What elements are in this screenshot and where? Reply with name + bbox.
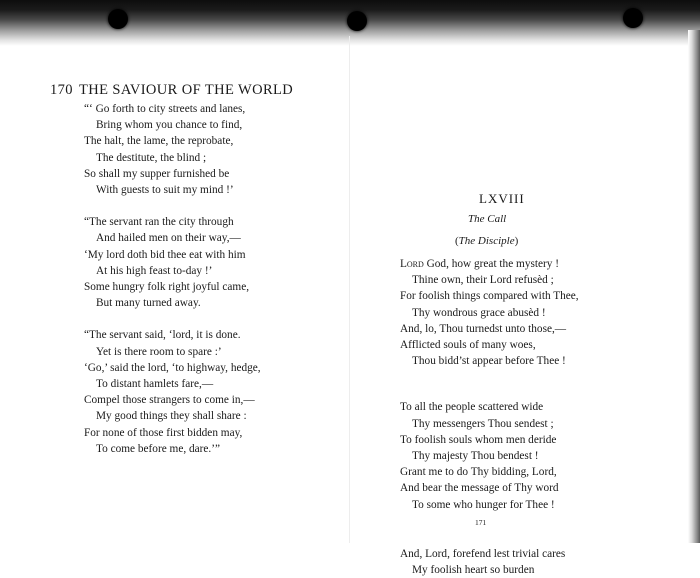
first-word: Lord: [400, 258, 424, 270]
poem-line: The halt, the lame, the reprobate,: [84, 135, 234, 148]
scan-right-edge-shadow: [688, 30, 700, 543]
poem-line: With guests to suit my mind !’: [96, 184, 234, 197]
subtitle-close-paren: ): [514, 235, 519, 247]
subtitle-text: The Disciple: [458, 235, 515, 247]
poem-line: The destitute, the blind ;: [96, 151, 207, 164]
poem-line: So shall my supper furnished be: [84, 167, 230, 180]
poem-line: Yet is there room to spare :’: [96, 345, 222, 358]
poem-line: ‘My lord doth bid thee eat with him: [84, 248, 246, 261]
binding-hole: [347, 11, 367, 31]
subtitle-open-paren: (: [455, 235, 459, 247]
poem-line: To come before me, dare.’”: [96, 442, 221, 455]
poem-line: “The servant ran the city through: [84, 216, 234, 229]
poem-line: ‘Go,’ said the lord, ‘to highway, hedge,: [84, 361, 261, 374]
poem-title: The Call: [468, 213, 507, 225]
poem-line: Compel those strangers to come in,—: [84, 394, 255, 407]
poem-line: Some hungry folk right joyful came,: [84, 281, 250, 294]
poem-line: And, Lord, forefend lest trivial cares: [400, 547, 566, 560]
poem-line: To all the people scattered wide: [400, 401, 544, 414]
poem-first-line: [400, 256, 579, 272]
poem-line: To distant hamlets fare,—: [96, 378, 214, 391]
left-page-number: 170: [50, 82, 73, 98]
poem-line: Thy wondrous grace abusèd !: [412, 306, 546, 319]
left-running-title: THE SAVIOUR OF THE WORLD: [78, 82, 294, 98]
poem-line: Afflicted souls of many woes,: [400, 339, 536, 352]
poem-line: Thou bidd’st appear before Thee !: [412, 355, 566, 368]
poem-line: My foolish heart so burden: [412, 564, 535, 577]
left-poem: [84, 101, 261, 457]
poem-line: Thy messengers Thou sendest ;: [412, 417, 554, 430]
poem-line: And, lo, Thou turnedst unto those,—: [400, 322, 567, 335]
poem-line: For foolish things compared with Thee,: [400, 290, 579, 303]
first-line-rest: God, how great the mystery !: [423, 258, 560, 270]
right-poem: [400, 256, 579, 578]
page-gutter: [349, 36, 350, 543]
poem-line: At his high feast to-day !’: [96, 264, 213, 277]
poem-line: And hailed men on their way,—: [96, 232, 241, 245]
poem-line: Bring whom you chance to find,: [96, 119, 243, 132]
poem-line: But many turned away.: [96, 297, 201, 310]
poem-subtitle: [455, 235, 518, 247]
left-running-head: [50, 82, 293, 99]
poem-line: Grant me to do Thy bidding, Lord,: [400, 466, 557, 479]
chapter-number: LXVIII: [479, 191, 525, 206]
poem-line: And bear the message of Thy word: [400, 482, 559, 495]
poem-line: My good things they shall share :: [96, 410, 247, 423]
binding-hole: [108, 9, 128, 29]
poem-line: Thine own, their Lord refusèd ;: [412, 274, 554, 287]
poem-line: “The servant said, ‘lord, it is done.: [84, 329, 241, 342]
poem-line: To foolish souls whom men deride: [400, 433, 557, 446]
binding-hole: [623, 8, 643, 28]
right-page-number: 171: [475, 518, 487, 527]
poem-line: To some who hunger for Thee !: [412, 498, 555, 511]
poem-line: For none of those first bidden may,: [84, 426, 243, 439]
poem-line: Thy majesty Thou bendest !: [412, 450, 539, 463]
poem-line: “‘ Go forth to city streets and lanes,: [84, 103, 246, 115]
